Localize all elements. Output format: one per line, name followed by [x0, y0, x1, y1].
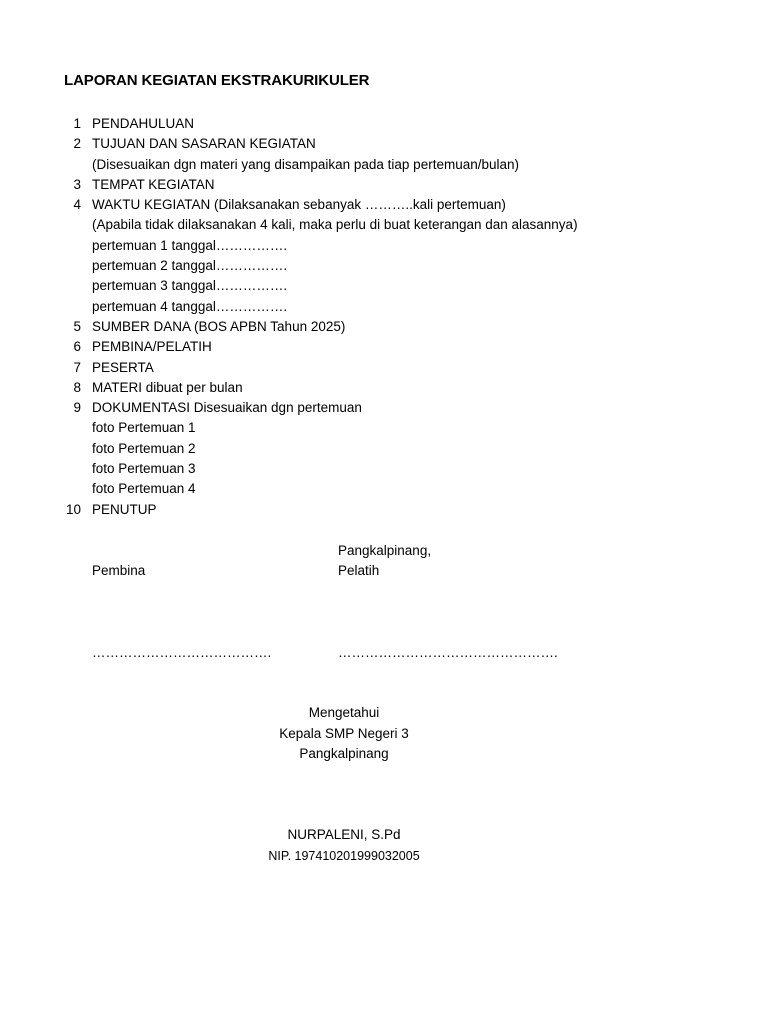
- list-item: [0, 195, 768, 215]
- item-text: WAKTU KEGIATAN (Dilaksanakan sebanyak ………..kali pertemuan): [92, 197, 506, 213]
- item-number: 6: [73, 339, 81, 355]
- pembina-label: Pembina: [92, 563, 146, 578]
- item-text: MATERI dibuat per bulan: [92, 379, 243, 395]
- item-text: foto Pertemuan 4: [92, 481, 196, 497]
- item-text: pertemuan 4 tanggal…………….: [92, 298, 288, 314]
- item-text: PESERTA: [92, 359, 154, 375]
- list-item: [0, 500, 768, 520]
- pelatih-signature-line: ………………………………………….: [338, 645, 558, 660]
- approval-heading: Mengetahui: [308, 705, 380, 720]
- list-item: [0, 398, 768, 418]
- report-outline-list: [0, 114, 768, 520]
- item-text: (Apabila tidak dilaksanakan 4 kali, maka perlu di buat keterangan dan alasannya): [92, 217, 578, 233]
- item-number: 3: [73, 176, 81, 192]
- list-item: [0, 155, 768, 175]
- item-text: PEMBINA/PELATIH: [92, 339, 212, 355]
- item-number: 8: [73, 379, 81, 395]
- item-number: 2: [73, 136, 81, 152]
- list-item: [0, 479, 768, 499]
- list-item: [0, 459, 768, 479]
- approval-city: Pangkalpinang: [299, 746, 389, 761]
- list-item: [0, 317, 768, 337]
- item-text: SUMBER DANA (BOS APBN Tahun 2025): [92, 318, 346, 334]
- item-number: 1: [73, 116, 81, 131]
- pembina-signature-line: ………………………………….: [92, 645, 272, 660]
- item-number: 7: [73, 359, 81, 375]
- item-text: foto Pertemuan 2: [92, 440, 196, 456]
- signature-place: Pangkalpinang,: [338, 543, 432, 558]
- list-item: [0, 236, 768, 256]
- list-item: [0, 337, 768, 357]
- pelatih-label: Pelatih: [338, 563, 380, 578]
- item-text: pertemuan 2 tanggal…………….: [92, 258, 288, 274]
- item-text: pertemuan 1 tanggal…………….: [92, 237, 288, 253]
- item-text: PENDAHULUAN: [92, 116, 195, 131]
- list-item: [0, 114, 768, 134]
- item-text: (Disesuaikan dgn materi yang disampaikan pada tiap pertemuan/bulan): [92, 156, 520, 172]
- item-number: 10: [65, 501, 81, 517]
- list-item: [0, 134, 768, 154]
- list-item: [0, 297, 768, 317]
- item-text: pertemuan 3 tanggal…………….: [92, 278, 288, 294]
- item-text: foto Pertemuan 3: [92, 461, 196, 477]
- list-item: [0, 439, 768, 459]
- item-number: 5: [73, 318, 81, 334]
- item-text: PENUTUP: [92, 501, 157, 517]
- list-item: [0, 358, 768, 378]
- list-item: [0, 378, 768, 398]
- list-item: [0, 256, 768, 276]
- list-item: [0, 276, 768, 296]
- list-item: [0, 175, 768, 195]
- item-text: TEMPAT KEGIATAN: [92, 176, 215, 192]
- principal-nip: NIP. 197410201999032005: [268, 849, 420, 863]
- item-number: 4: [73, 197, 81, 213]
- list-item: [0, 215, 768, 235]
- item-text: DOKUMENTASI Disesuaikan dgn pertemuan: [92, 400, 362, 416]
- principal-name: NURPALENI, S.Pd: [287, 827, 401, 842]
- approval-position: Kepala SMP Negeri 3: [279, 726, 409, 741]
- list-item: [0, 418, 768, 438]
- document-title: LAPORAN KEGIATAN EKSTRAKURIKULER: [64, 72, 370, 89]
- item-text: TUJUAN DAN SASARAN KEGIATAN: [92, 136, 316, 152]
- item-text: foto Pertemuan 1: [92, 420, 196, 436]
- item-number: 9: [73, 400, 81, 416]
